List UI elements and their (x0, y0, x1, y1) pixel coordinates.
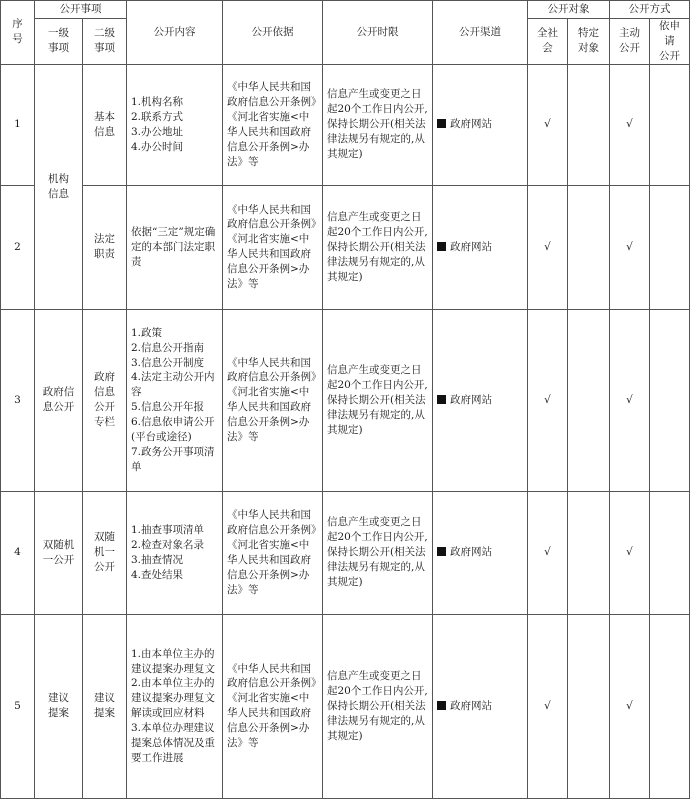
header-content: 公开内容 (127, 1, 223, 65)
cell-basis: 《中华人民共和国政府信息公开条例》《河北省实施<中华人民共和国政府信息公开条例>办法》等 (223, 614, 323, 798)
cell-content: 依据“三定”规定确定的本部门法定职责 (127, 185, 223, 309)
header-time-limit: 公开时限 (323, 1, 433, 65)
cell-level2: 建议 提案 (83, 614, 127, 798)
check-active: √ (610, 185, 650, 309)
cell-channel: 政府网站 (433, 614, 528, 798)
check-all-society: √ (528, 614, 568, 798)
filled-square-icon (437, 547, 446, 556)
cell-channel: 政府网站 (433, 309, 528, 491)
cell-channel: 政府网站 (433, 185, 528, 309)
cell-time-limit: 信息产生或变更之日起20个工作日内公开,保持长期公开(相关法律法规另有规定的,从其规定) (323, 491, 433, 614)
header-method-request: 依申请 公开 (650, 19, 690, 65)
header-level1: 一级 事项 (35, 19, 83, 65)
cell-seq: 1 (1, 64, 35, 185)
table-row (1, 614, 690, 798)
cell-level1: 建议 提案 (35, 614, 83, 798)
header-level2: 二级 事项 (83, 19, 127, 65)
cell-seq: 2 (1, 185, 35, 309)
cell-level2: 基本 信息 (83, 64, 127, 185)
check-active: √ (610, 64, 650, 185)
cell-content: 1.抽查事项清单 2.检查对象名录 3.抽查情况 4.查处结果 (127, 491, 223, 614)
cell-basis: 《中华人民共和国政府信息公开条例》《河北省实施<中华人民共和国政府信息公开条例>办法》等 (223, 491, 323, 614)
cell-level2: 双随 机一 公开 (83, 491, 127, 614)
cell-time-limit: 信息产生或变更之日起20个工作日内公开,保持长期公开(相关法律法规另有规定的,从其规定) (323, 309, 433, 491)
filled-square-icon (437, 119, 446, 128)
cell-level1: 政府信 息公开 (35, 309, 83, 491)
header-audience-specific: 特定 对象 (568, 19, 610, 65)
cell-content: 1.由本单位主办的建议提案办理复文 2.由本单位主办的建议提案办理复文解读或回应材料 3.本单位办理建议提案总体情况及重要工作进展 (127, 614, 223, 798)
header-basis: 公开依据 (223, 1, 323, 65)
cell-request-empty (650, 614, 690, 798)
cell-level2: 法定 职责 (83, 185, 127, 309)
check-active: √ (610, 614, 650, 798)
cell-seq: 5 (1, 614, 35, 798)
cell-basis: 《中华人民共和国政府信息公开条例》《河北省实施<中华人民共和国政府信息公开条例>办法》等 (223, 185, 323, 309)
check-active: √ (610, 491, 650, 614)
cell-channel: 政府网站 (433, 64, 528, 185)
table-row (1, 491, 690, 614)
cell-specific-empty (568, 491, 610, 614)
header-method-active: 主动 公开 (610, 19, 650, 65)
header-seq: 序 号 (1, 1, 35, 65)
check-active: √ (610, 309, 650, 491)
cell-request-empty (650, 64, 690, 185)
cell-time-limit: 信息产生或变更之日起20个工作日内公开,保持长期公开(相关法律法规另有规定的,从其规定) (323, 64, 433, 185)
header-items-group: 公开事项 (35, 1, 127, 19)
header-audience-group: 公开对象 (528, 1, 610, 19)
cell-seq: 3 (1, 309, 35, 491)
header-channel: 公开渠道 (433, 1, 528, 65)
header-audience-all: 全社会 (528, 19, 568, 65)
cell-level2: 政府 信息 公开 专栏 (83, 309, 127, 491)
cell-time-limit: 信息产生或变更之日起20个工作日内公开,保持长期公开(相关法律法规另有规定的,从其规定) (323, 185, 433, 309)
header-method-group: 公开方式 (610, 1, 690, 19)
cell-time-limit: 信息产生或变更之日起20个工作日内公开,保持长期公开(相关法律法规另有规定的,从其规定) (323, 614, 433, 798)
cell-basis: 《中华人民共和国政府信息公开条例》《河北省实施<中华人民共和国政府信息公开条例>办法》等 (223, 64, 323, 185)
table-row (1, 309, 690, 491)
cell-seq: 4 (1, 491, 35, 614)
cell-request-empty (650, 309, 690, 491)
cell-level1: 双随机 一公开 (35, 491, 83, 614)
cell-basis: 《中华人民共和国政府信息公开条例》《河北省实施<中华人民共和国政府信息公开条例>办法》等 (223, 309, 323, 491)
cell-content: 1.政策 2.信息公开指南 3.信息公开制度 4.法定主动公开内容 5.信息公开年报 6.信息依申请公开(平台或途径) 7.政务公开事项清单 (127, 309, 223, 491)
filled-square-icon (437, 242, 446, 251)
check-all-society: √ (528, 64, 568, 185)
cell-content: 1.机构名称 2.联系方式 3.办公地址 4.办公时间 (127, 64, 223, 185)
cell-specific-empty (568, 185, 610, 309)
filled-square-icon (437, 701, 446, 710)
cell-request-empty (650, 185, 690, 309)
filled-square-icon (437, 395, 446, 404)
cell-request-empty (650, 491, 690, 614)
check-all-society: √ (528, 491, 568, 614)
check-all-society: √ (528, 185, 568, 309)
check-all-society: √ (528, 309, 568, 491)
cell-specific-empty (568, 614, 610, 798)
cell-specific-empty (568, 309, 610, 491)
table-row (1, 185, 690, 309)
cell-channel: 政府网站 (433, 491, 528, 614)
cell-specific-empty (568, 64, 610, 185)
table-row (1, 64, 690, 185)
cell-level1: 机构 信息 (35, 64, 83, 309)
